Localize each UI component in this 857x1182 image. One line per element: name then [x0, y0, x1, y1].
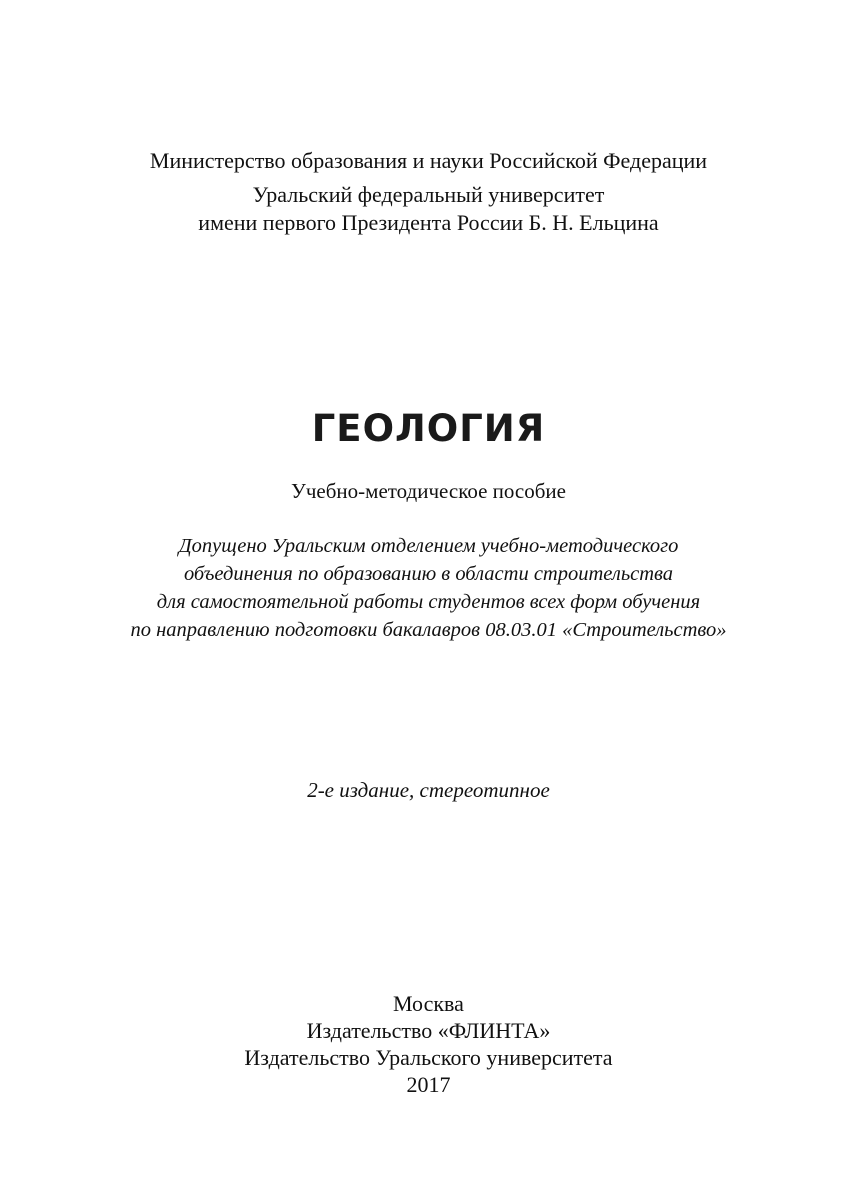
- approval-line-2: объединения по образованию в области строительства: [183, 563, 674, 585]
- imprint-year: 2017: [406, 1072, 451, 1097]
- imprint-city: Москва: [393, 991, 464, 1016]
- university-line: Уральский федеральный университет: [252, 182, 605, 207]
- imprint-publisher-1: Издательство «ФЛИНТА»: [306, 1018, 551, 1043]
- approval-line-3: для самостоятельной работы студентов всех форм обучения: [156, 591, 701, 613]
- book-subtitle: Учебно-методическое пособие: [290, 479, 566, 503]
- book-title: ГЕОЛОГИЯ: [311, 407, 546, 450]
- approval-line-4: по направлению подготовки бакалавров 08.03.01 «Строительство»: [130, 619, 727, 641]
- ministry-line: Министерство образования и науки Российской Федерации: [149, 148, 708, 173]
- edition-note: 2-е издание, стереотипное: [307, 778, 550, 802]
- imprint-publisher-2: Издательство Уральского университета: [244, 1045, 613, 1070]
- approval-line-1: Допущено Уральским отделением учебно-методического: [178, 535, 679, 557]
- university-name-line: имени первого Президента России Б. Н. Ельцина: [198, 210, 659, 235]
